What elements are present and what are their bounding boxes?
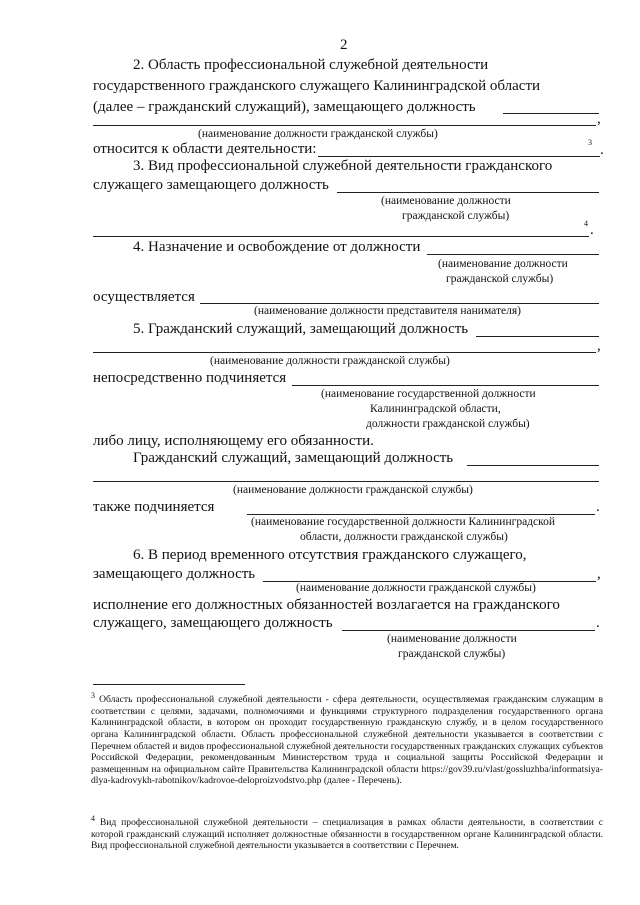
s6-dot: . bbox=[596, 615, 600, 631]
s6-line-1: 6. В период временного отсутствия гражданского служащего, bbox=[133, 547, 527, 563]
s5-blank-3 bbox=[292, 385, 599, 386]
s6-comma: , bbox=[597, 566, 601, 582]
s5-caption-4: должности гражданской службы) bbox=[366, 418, 530, 430]
s4-caption-3: (наименование должности представителя нанимателя) bbox=[254, 305, 521, 317]
s6-line-2: замещающего должность bbox=[93, 566, 256, 582]
s2-comma: , bbox=[597, 111, 601, 127]
s5-blank-6 bbox=[247, 514, 595, 515]
s2-line-3: (далее – гражданский служащий), замещающего должность bbox=[93, 99, 476, 115]
s4-line-2: осуществляется bbox=[93, 289, 195, 305]
s6-caption-1: (наименование должности гражданской службы) bbox=[296, 582, 536, 594]
s6-line-3: исполнение его должностных обязанностей возлагается на гражданского bbox=[93, 597, 560, 613]
s6-caption-3: гражданской службы) bbox=[398, 648, 506, 660]
footnote-4 bbox=[91, 813, 603, 852]
s5-caption-1: (наименование должности гражданской службы) bbox=[210, 355, 450, 367]
s4-blank-1 bbox=[427, 254, 599, 255]
s5-caption-5: (наименование должности гражданской службы) bbox=[233, 484, 473, 496]
s2-caption: (наименование должности гражданской службы) bbox=[198, 128, 438, 140]
s4-line-1: 4. Назначение и освобождение от должности bbox=[133, 239, 421, 255]
footnote-4-number: 4 bbox=[91, 814, 95, 823]
s5-comma: , bbox=[597, 338, 601, 354]
s6-caption-2: (наименование должности bbox=[387, 633, 517, 645]
s5-caption-7: области, должности гражданской службы) bbox=[300, 531, 508, 543]
s3-footnote-ref: 4 bbox=[584, 219, 588, 228]
page-number: 2 bbox=[340, 37, 348, 53]
s4-caption-1: (наименование должности bbox=[438, 258, 568, 270]
s5-dot: . bbox=[596, 499, 600, 515]
s5-line-2: непосредственно подчиняется bbox=[93, 370, 287, 386]
s2-line-2: государственного гражданского служащего Калининградской области bbox=[93, 78, 541, 94]
s2-blank-2 bbox=[93, 125, 596, 126]
s2-blank-3 bbox=[318, 156, 600, 157]
s3-blank-1 bbox=[337, 192, 599, 193]
s5-line-4: Гражданский служащий, замещающий должность bbox=[133, 450, 454, 466]
s5-blank-5 bbox=[93, 481, 599, 482]
s2-line-4: относится к области деятельности: bbox=[93, 141, 317, 157]
s5-caption-2: (наименование государственной должности bbox=[321, 388, 536, 400]
s5-line-3: либо лицу, исполняющему его обязанности. bbox=[93, 433, 374, 449]
s2-line-1: 2. Область профессиональной служебной деятельности bbox=[133, 57, 489, 73]
s6-line-4: служащего, замещающего должность bbox=[93, 615, 333, 631]
s3-caption-2: гражданской службы) bbox=[402, 210, 510, 222]
s5-caption-3: Калининградской области, bbox=[370, 403, 501, 415]
s2-dot: . bbox=[600, 142, 604, 158]
s5-caption-6: (наименование государственной должности Калининградской bbox=[251, 516, 556, 528]
s5-line-1: 5. Гражданский служащий, замещающий должность bbox=[133, 321, 469, 337]
s3-blank-2 bbox=[93, 236, 589, 237]
s3-caption-1: (наименование должности bbox=[381, 195, 511, 207]
s3-line-1: 3. Вид профессиональной служебной деятельности гражданского bbox=[133, 158, 553, 174]
s5-line-5: также подчиняется bbox=[93, 499, 215, 515]
footnote-3-number: 3 bbox=[91, 691, 95, 700]
s5-blank-4 bbox=[467, 465, 599, 466]
footnote-separator bbox=[93, 684, 245, 685]
s4-caption-2: гражданской службы) bbox=[446, 273, 554, 285]
footnote-3-text: Область профессиональной служебной деятельности - сфера деятельности, осуществляемая гражданским служащим в соответствии с целями, задачами, полномочиями и функциями структурного подразделения государственного органа Калининградской области, в котором он проходит государственную гражданскую службу, и в целом государственного органа Калининградской области. Область профессиональной служебной деятельности указывается в соответствии с Перечнем областей и видов профессиональной служебной деятельности государственных гражданских служащих субъектов Российской Федерации, рекомендованным Министерством труда и социальной защиты Российской Федерации и размещенным на официальном сайте Правительства Калининградской области https://gov39.ru/vlast/gossluzhba/informatsiya-dlya-kadrovykh-rabotnikov/kadrovoe-deloproizvodstvo.php (далее - Перечень). bbox=[91, 694, 603, 787]
s5-blank-2 bbox=[93, 352, 596, 353]
s2-footnote-ref: 3 bbox=[588, 138, 592, 147]
s6-blank-2 bbox=[342, 630, 595, 631]
footnote-3 bbox=[91, 690, 603, 787]
s3-line-2: служащего замещающего должность bbox=[93, 177, 329, 193]
s4-blank-2 bbox=[200, 303, 599, 304]
s2-blank-1 bbox=[503, 113, 599, 114]
footnote-4-text: Вид профессиональной служебной деятельности – специализация в рамках области деятельности, в соответствии с которой гражданский служащий исполняет должностные обязанности в государственном органе Калининградской области. Вид профессиональной служебной деятельности указывается в соответствии с Перечнем. bbox=[91, 817, 603, 852]
s3-dot: . bbox=[590, 222, 594, 238]
s5-blank-1 bbox=[476, 336, 599, 337]
